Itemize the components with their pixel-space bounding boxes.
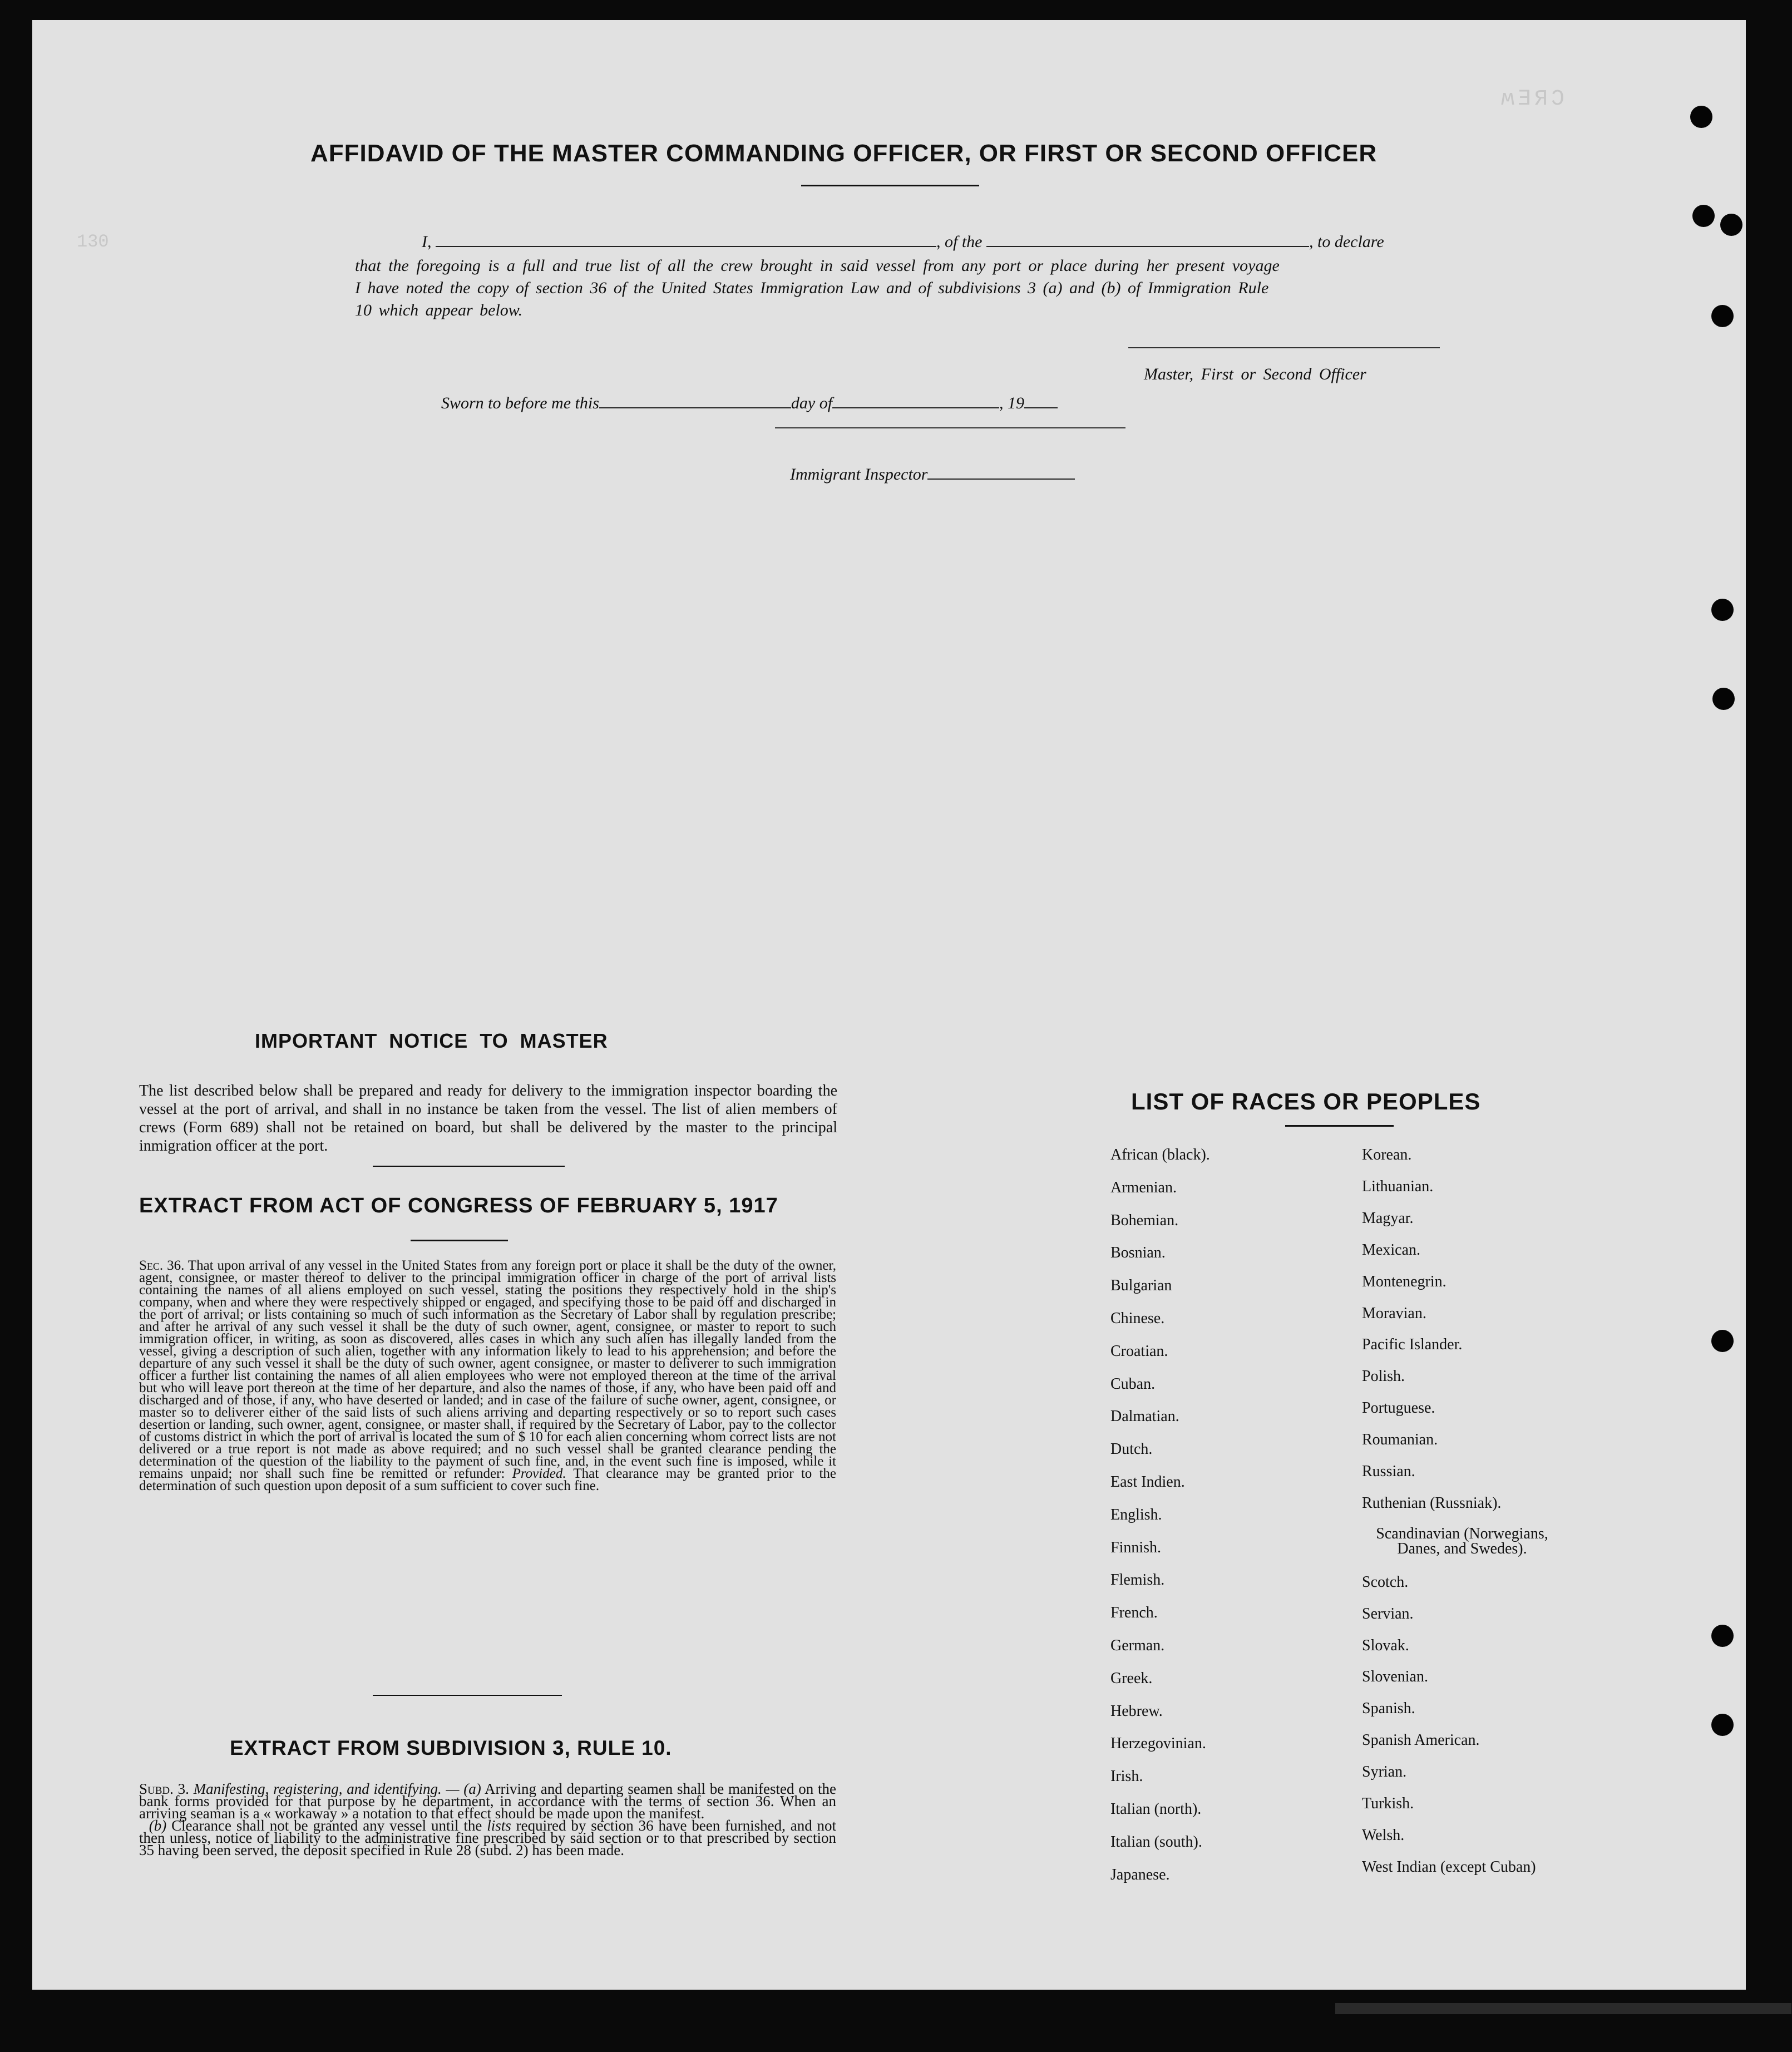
races-title: LIST OF RACES OR PEOPLES (1131, 1088, 1481, 1114)
race-item: Russian. (1362, 1463, 1415, 1480)
race-item: Bosnian. (1110, 1244, 1166, 1262)
punch-hole (1690, 106, 1712, 128)
affidavit-line3: I have noted the copy of section 36 of the United States Immigration Law and of subdivisions 3 (a) and (b) of Immigration Rule (355, 279, 1269, 297)
race-item: Servian. (1362, 1605, 1414, 1622)
race-item: Scandinavian (Norwegians, Danes, and Swedes). (1376, 1525, 1548, 1557)
race-item: Bohemian. (1110, 1211, 1179, 1229)
race-item: French. (1110, 1604, 1158, 1622)
sworn-year: , 19 (999, 394, 1025, 412)
signature-line[interactable] (1128, 347, 1440, 348)
affidavit-i: I, (422, 233, 432, 251)
inspector-label-text: Immigrant Inspector (790, 465, 928, 484)
race-item: West Indian (except Cuban) (1362, 1858, 1536, 1876)
rule-b-body-1: Clearance shall not be granted any vessel until the (171, 1817, 482, 1834)
punch-hole (1712, 688, 1735, 710)
rule-b-body-2: required by section 36 have been furnished, and not then unless, notice of liability to the administrative fine prescribed by said section or to that prescribed by section 35 having been served, the deposit specified in Rule 28 (subd. 2) has been made. (139, 1817, 837, 1858)
punch-hole (1711, 1625, 1734, 1647)
punch-hole (1711, 599, 1734, 621)
notice-body: The list described below shall be prepared and ready for delivery to the immigration inspector boarding the vessel at the port of arrival, and shall in no instance be taken from the vessel. The list of alien members of crews (Form 689) shall not be retained on board, but shall be delivered by the master to the principal inmigration officer at the port. (139, 1082, 837, 1155)
act-section-label: Sec. 36. (139, 1258, 185, 1273)
race-item: Italian (south). (1110, 1833, 1202, 1851)
sworn-month-blank[interactable] (832, 407, 999, 408)
affidavit-of-the: , of the (936, 233, 983, 251)
inspector-blank[interactable] (927, 479, 1075, 480)
act-provided: Provided. (512, 1466, 566, 1481)
sworn-line (441, 394, 1176, 413)
race-item: Dutch. (1110, 1441, 1153, 1458)
race-item: Scotch. (1362, 1573, 1409, 1591)
race-item: Italian (north). (1110, 1801, 1202, 1818)
race-item: Flemish. (1110, 1571, 1165, 1589)
rule-b-lists: lists (487, 1817, 511, 1834)
race-item: Croatian. (1110, 1342, 1168, 1360)
race-item: Slovenian. (1362, 1668, 1428, 1686)
notice-title: IMPORTANT NOTICE TO MASTER (255, 1029, 608, 1052)
rule-heading: Manifesting, registering, and identifying. (193, 1780, 442, 1797)
race-item: Pacific Islander. (1362, 1336, 1463, 1354)
race-item: Hebrew. (1110, 1702, 1163, 1720)
race-item: Mexican. (1362, 1241, 1420, 1259)
rule-b-label: (b) (149, 1817, 167, 1834)
punch-hole (1711, 1330, 1734, 1352)
act-divider (411, 1240, 508, 1241)
race-item: Chinese. (1110, 1310, 1165, 1327)
affidavit-to-declare: , to declare (1309, 233, 1384, 251)
punch-hole (1711, 1714, 1734, 1736)
race-item: Armenian. (1110, 1178, 1177, 1196)
race-item: Magyar. (1362, 1209, 1414, 1227)
sworn-date-blank[interactable] (599, 407, 791, 408)
affidavit-title: AFFIDAVID OF THE MASTER COMMANDING OFFICER, OR FIRST OR SECOND OFFICER (310, 140, 1378, 167)
race-item: Syrian. (1362, 1763, 1407, 1781)
race-item: Cuban. (1110, 1375, 1156, 1393)
rule-a-body: Arriving and departing seamen shall be manifested on the bank forms provided for that purpose by he department, in accordance with the terms of section 36. When an arriving seaman is a « workaway » a notation to that effect should be made upon the manifest. (139, 1780, 836, 1822)
act-body-text: That upon arrival of any vessel in the United States from any foreign port or place it shall be the duty of the owner, agent, consignee, or master thereof to deliver to the principal immigration officer in charge of the port of arrival lists containing the names of all aliens employed on such vessel, stating the positions they respectively hold in the ship's company, when and where they were respectively shipped or engaged, and specifying those to be paid off and discharged in the port of arrival; or lists containing so much of such information as the Secretary of Labor shall by regulation prescribe; and after he arrival of any such vessel it shall be the duty of such owner, agent, consignee, or master to report to such immigration officer, in writing, as soon as discovered, alles cases in which any such alien has illegally landed from the vessel, giving a description of such alien, together with any information likely to lead to his apprehension; and before the departure of any such vessel it shall be the duty of such owner, agent consignee, or master to deliverer to such immigration officer a further list containing the names of all alien employees who were not employed thereon at the time of the arrival but who will leave port thereon at the time of her departure, and also the names of those, if any, who have been paid off and discharged and of those, if any, who have deserted or landed; and in case of the failure of suche owner, agent, consignee, or master so to deliverer either of the said lists of such aliens arriving and departing respectively or so to report such cases desertion or landing, such owner, agent, consignee, or master shall, if required by the Secretary of Labor, pay to the collector of customs district in which the port of arrival is located the sum of $ 10 for each alien concerning whom correct lists are not delivered or a true report is not made as above required; and no such vessel shall be granted clearance pending the determination of the question of the liability to the payment of such fine, and, in the event such fine is imposed, while it remains unpaid; nor shall such fine be remitted or refunder: (139, 1258, 837, 1481)
race-item: Herzegovinian. (1110, 1735, 1206, 1753)
race-item: Japanese. (1110, 1866, 1170, 1883)
race-item: Moravian. (1362, 1304, 1426, 1322)
punch-hole (1692, 205, 1715, 227)
races-divider (1285, 1125, 1394, 1127)
document-page: ʍƎЯƆ 130 AFFIDAVID OF THE MASTER COMMANDING OFFICER, OR FIRST OR SECOND OFFICER I, , of the , to declare that the foregoing is a full and true list of all the crew brought in said vessel from any port or place during her present voyage I have noted the copy of section 36 of the United States Immigration Law and of subdivisions 3 (a) and (b) of Immigration Rule 10 which appear below. Master, First or Second Officer Sworn to before me this day of , 19 Immigrant Inspector IMPORTANT NOTICE TO MASTER The list described below shall be prepared and ready for delivery to the immigration inspector boarding the vessel at the port of arrival, and shall in no instance be taken from the vessel. The list of alien members of crews (Form 689) shall not be retained on board, but shall be delivered by the master to the principal inmigration officer at the port. EXTRACT FROM ACT OF CONGRESS OF FEBRUARY 5, 1917 Sec. 36. That upon arrival of any vessel in the United States from any foreign port or place it shall be the duty of the owner, agent, consignee, or master thereof to deliver to the principal immigration officer in charge of the port of arrival lists containing the names of all aliens employed on such vessel, stating the positions they respectively hold in the ship's company, when and where they were respectively shipped or engaged, and specifying those to be paid off and discharged in the port of arrival; or lists containing so much of such information as the Secretary of Labor shall by regulation prescribe; and after he arrival of any such vessel it shall be the duty of such owner, agent, consignee, or master to report to such immigration officer, in writing, as soon as discovered, alles cases in which any such alien has illegally landed from the vessel, giving a description of such alien, together with any information likely to lead to his apprehension; and before the departure of any such vessel it shall be the duty of such owner, agent consignee, or master to deliverer to such immigration officer a further list containing the names of all alien employees who were not employed thereon at the time of the arrival but who will leave port thereon at the time of her departure, and also the names of those, if any, who have been paid off and discharged and of those, if any, who have deserted or landed; and in case of the failure of suche owner, agent, consignee, or master so to deliverer either of the said lists of such aliens arriving and departing respectively or so to report such cases desertion or landing, such owner, agent, consignee, or master shall, if required by the Secretary of Labor, pay to the collector of customs district in which the port of arrival is located the sum of $ 10 for each alien concerning whom correct lists are not delivered or a true report is not made as above required; and no such vessel shall be granted clearance pending the determination of the question of the liability to the payment of such fine, and, in the event such fine is imposed, while it remains unpaid; nor shall such fine be remitted or refunder: Provided. That clearance may be granted prior to the determination of such question upon deposit of a sum sufficient to cover such fine. EXTRACT FROM SUBDIVISION 3, RULE 10. Subd. 3. Manifesting, registering, and identifying. — (a) Arriving and departing seamen shall be manifested on the bank forms provided for that purpose by he department, in accordance with the terms of section 36. When an arriving seaman is a « workaway » a notation to that effect should be made upon the manifest. (b) Clearance shall not be granted any vessel until the lists required by section 36 have been furnished, and not then unless, notice of liability to the administrative fine prescribed by said section or to that prescribed by section 35 having been served, the deposit specified in Rule 28 (subd. 2) has been made. LIST OF RACES OR PEOPLES African (black). Armenian. Bohemian. Bosnian. Bulgarian Chinese. Croatian. Cuban. Dalmatian. Dutch. East Indien. English. Finnish. Flemish. French. German. Greek. Hebrew. Herzegovinian. Irish. Italian (north). Italian (south). Japanese. Korean. Lithuanian. Magyar. Mexican. Montenegrin. Moravian. Pacific Islander. Polish. Portuguese. Roumanian. Russian. Ruthenian (Russniak). Scandinavian (Norwegians, Danes, and Swedes). Scotch. Servian. Slovak. Slovenian. Spanish. Spanish American. Syrian. Turkish. Welsh. West Indian (except Cuban) (32, 20, 1746, 1990)
race-item: Roumanian. (1362, 1431, 1438, 1449)
race-item: Polish. (1362, 1368, 1405, 1385)
race-item: East Indien. (1110, 1473, 1185, 1491)
affidavit-line1 (422, 233, 1479, 251)
name-blank[interactable] (436, 246, 936, 247)
rule-title: EXTRACT FROM SUBDIVISION 3, RULE 10. (230, 1737, 672, 1759)
sworn-prefix: Sworn to before me this (441, 394, 599, 412)
scan-edge (1335, 2003, 1791, 2014)
race-item: Finnish. (1110, 1538, 1162, 1556)
race-item: German. (1110, 1637, 1165, 1654)
race-item: Montenegrin. (1362, 1272, 1447, 1290)
punch-hole (1720, 214, 1742, 236)
vessel-blank[interactable] (986, 246, 1309, 247)
race-item: Spanish. (1362, 1700, 1415, 1718)
race-item: Bulgarian (1110, 1277, 1172, 1295)
race-item: Irish. (1110, 1768, 1143, 1785)
rule-subd-label: Subd. 3. (139, 1780, 189, 1797)
act-body (139, 1260, 836, 1492)
race-item: Spanish American. (1362, 1732, 1480, 1749)
inspector-label (790, 465, 1075, 484)
race-item: Slovak. (1362, 1636, 1409, 1654)
race-item: African (black). (1110, 1146, 1210, 1163)
race-item: English. (1110, 1506, 1162, 1523)
race-item: Ruthenian (Russniak). (1362, 1494, 1502, 1512)
act-title: EXTRACT FROM ACT OF CONGRESS OF FEBRUARY 5, 1917 (139, 1194, 778, 1217)
affidavit-line4: 10 which appear below. (355, 301, 523, 319)
punch-hole (1711, 305, 1734, 327)
race-item: Turkish. (1362, 1795, 1414, 1812)
inspector-line[interactable] (775, 427, 1125, 428)
act-tail: That clearance may be granted prior to the determination of such question upon deposit of a sum sufficient to cover such fine. (139, 1466, 836, 1493)
act-end-divider (373, 1695, 562, 1696)
rule-body (139, 1780, 837, 1858)
race-item: Korean. (1362, 1146, 1412, 1163)
race-item: Portuguese. (1362, 1399, 1435, 1417)
rule-a-label: — (a) (446, 1780, 481, 1797)
sworn-day: day of (791, 394, 833, 412)
signature-label: Master, First or Second Officer (1144, 365, 1366, 383)
race-item: Greek. (1110, 1669, 1153, 1687)
notice-divider (373, 1166, 565, 1167)
sworn-year-blank[interactable] (1024, 407, 1058, 408)
affidavit-line2: that the foregoing is a full and true list of all the crew brought in said vessel from any port or place during her present voyage (355, 256, 1280, 275)
race-item: Dalmatian. (1110, 1408, 1179, 1425)
race-item: Lithuanian. (1362, 1177, 1434, 1195)
title-divider (801, 185, 979, 186)
race-item: Welsh. (1362, 1826, 1405, 1844)
